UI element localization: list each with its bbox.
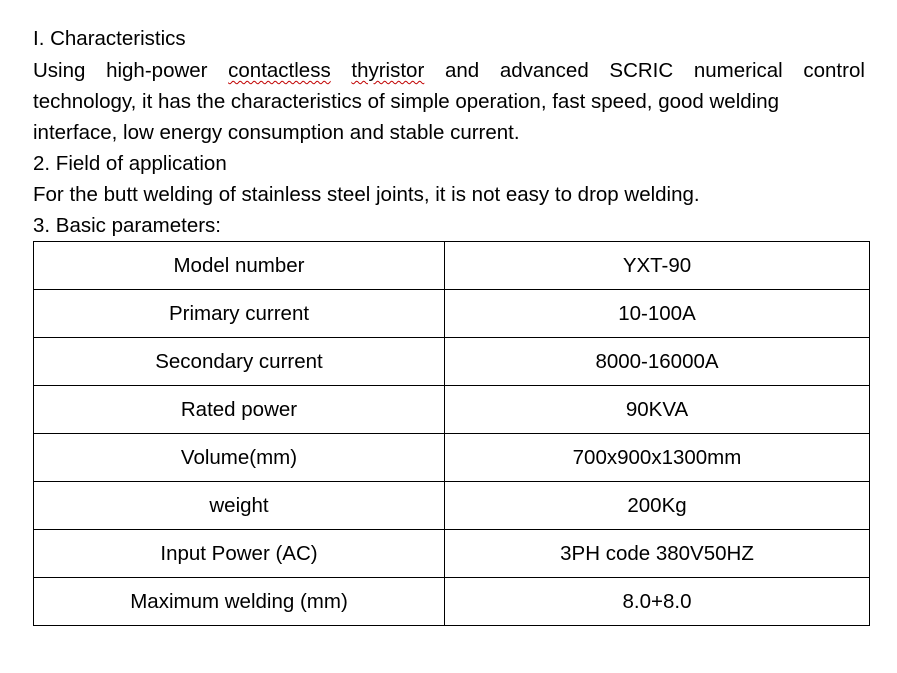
value-cell: 10-100A <box>445 290 870 338</box>
section-3-heading: 3. Basic parameters: <box>33 214 221 237</box>
section-1-paragraph <box>33 55 865 148</box>
word-spellcheck-flagged: contactless <box>228 59 331 82</box>
value-cell: 3PH code 380V50HZ <box>445 530 870 578</box>
parameter-cell: Model number <box>34 242 445 290</box>
value-cell: 90KVA <box>445 386 870 434</box>
word: and <box>444 59 480 82</box>
word: advanced <box>499 59 589 82</box>
parameter-cell: Volume(mm) <box>34 434 445 482</box>
value-cell: YXT-90 <box>445 242 870 290</box>
parameters-table <box>33 241 870 626</box>
table-row <box>34 578 870 626</box>
value-cell: 700x900x1300mm <box>445 434 870 482</box>
table-row <box>34 242 870 290</box>
table-row <box>34 386 870 434</box>
word: control <box>803 59 865 82</box>
table-row <box>34 530 870 578</box>
table-row <box>34 434 870 482</box>
word: high-power <box>106 59 208 82</box>
table-row <box>34 290 870 338</box>
parameter-cell: Primary current <box>34 290 445 338</box>
paragraph-line-2: technology, it has the characteristics of simple operation, fast speed, good welding <box>33 90 780 113</box>
paragraph-line-1 <box>33 55 865 86</box>
value-cell: 200Kg <box>445 482 870 530</box>
word: Using <box>33 59 86 82</box>
word-spellcheck-flagged: thyristor <box>351 59 425 82</box>
table-row <box>34 338 870 386</box>
parameter-cell: Input Power (AC) <box>34 530 445 578</box>
section-1-heading: I. Characteristics <box>33 27 186 50</box>
table-row <box>34 482 870 530</box>
paragraph-line-3: interface, low energy consumption and stable current. <box>33 121 520 144</box>
value-cell: 8.0+8.0 <box>445 578 870 626</box>
word: SCRIC <box>609 59 674 82</box>
parameter-cell: Rated power <box>34 386 445 434</box>
section-2-heading: 2. Field of application <box>33 152 227 175</box>
value-cell: 8000-16000A <box>445 338 870 386</box>
parameter-cell: weight <box>34 482 445 530</box>
parameter-cell: Secondary current <box>34 338 445 386</box>
section-2-body: For the butt welding of stainless steel joints, it is not easy to drop welding. <box>33 183 700 206</box>
word: numerical <box>693 59 783 82</box>
parameter-cell: Maximum welding (mm) <box>34 578 445 626</box>
